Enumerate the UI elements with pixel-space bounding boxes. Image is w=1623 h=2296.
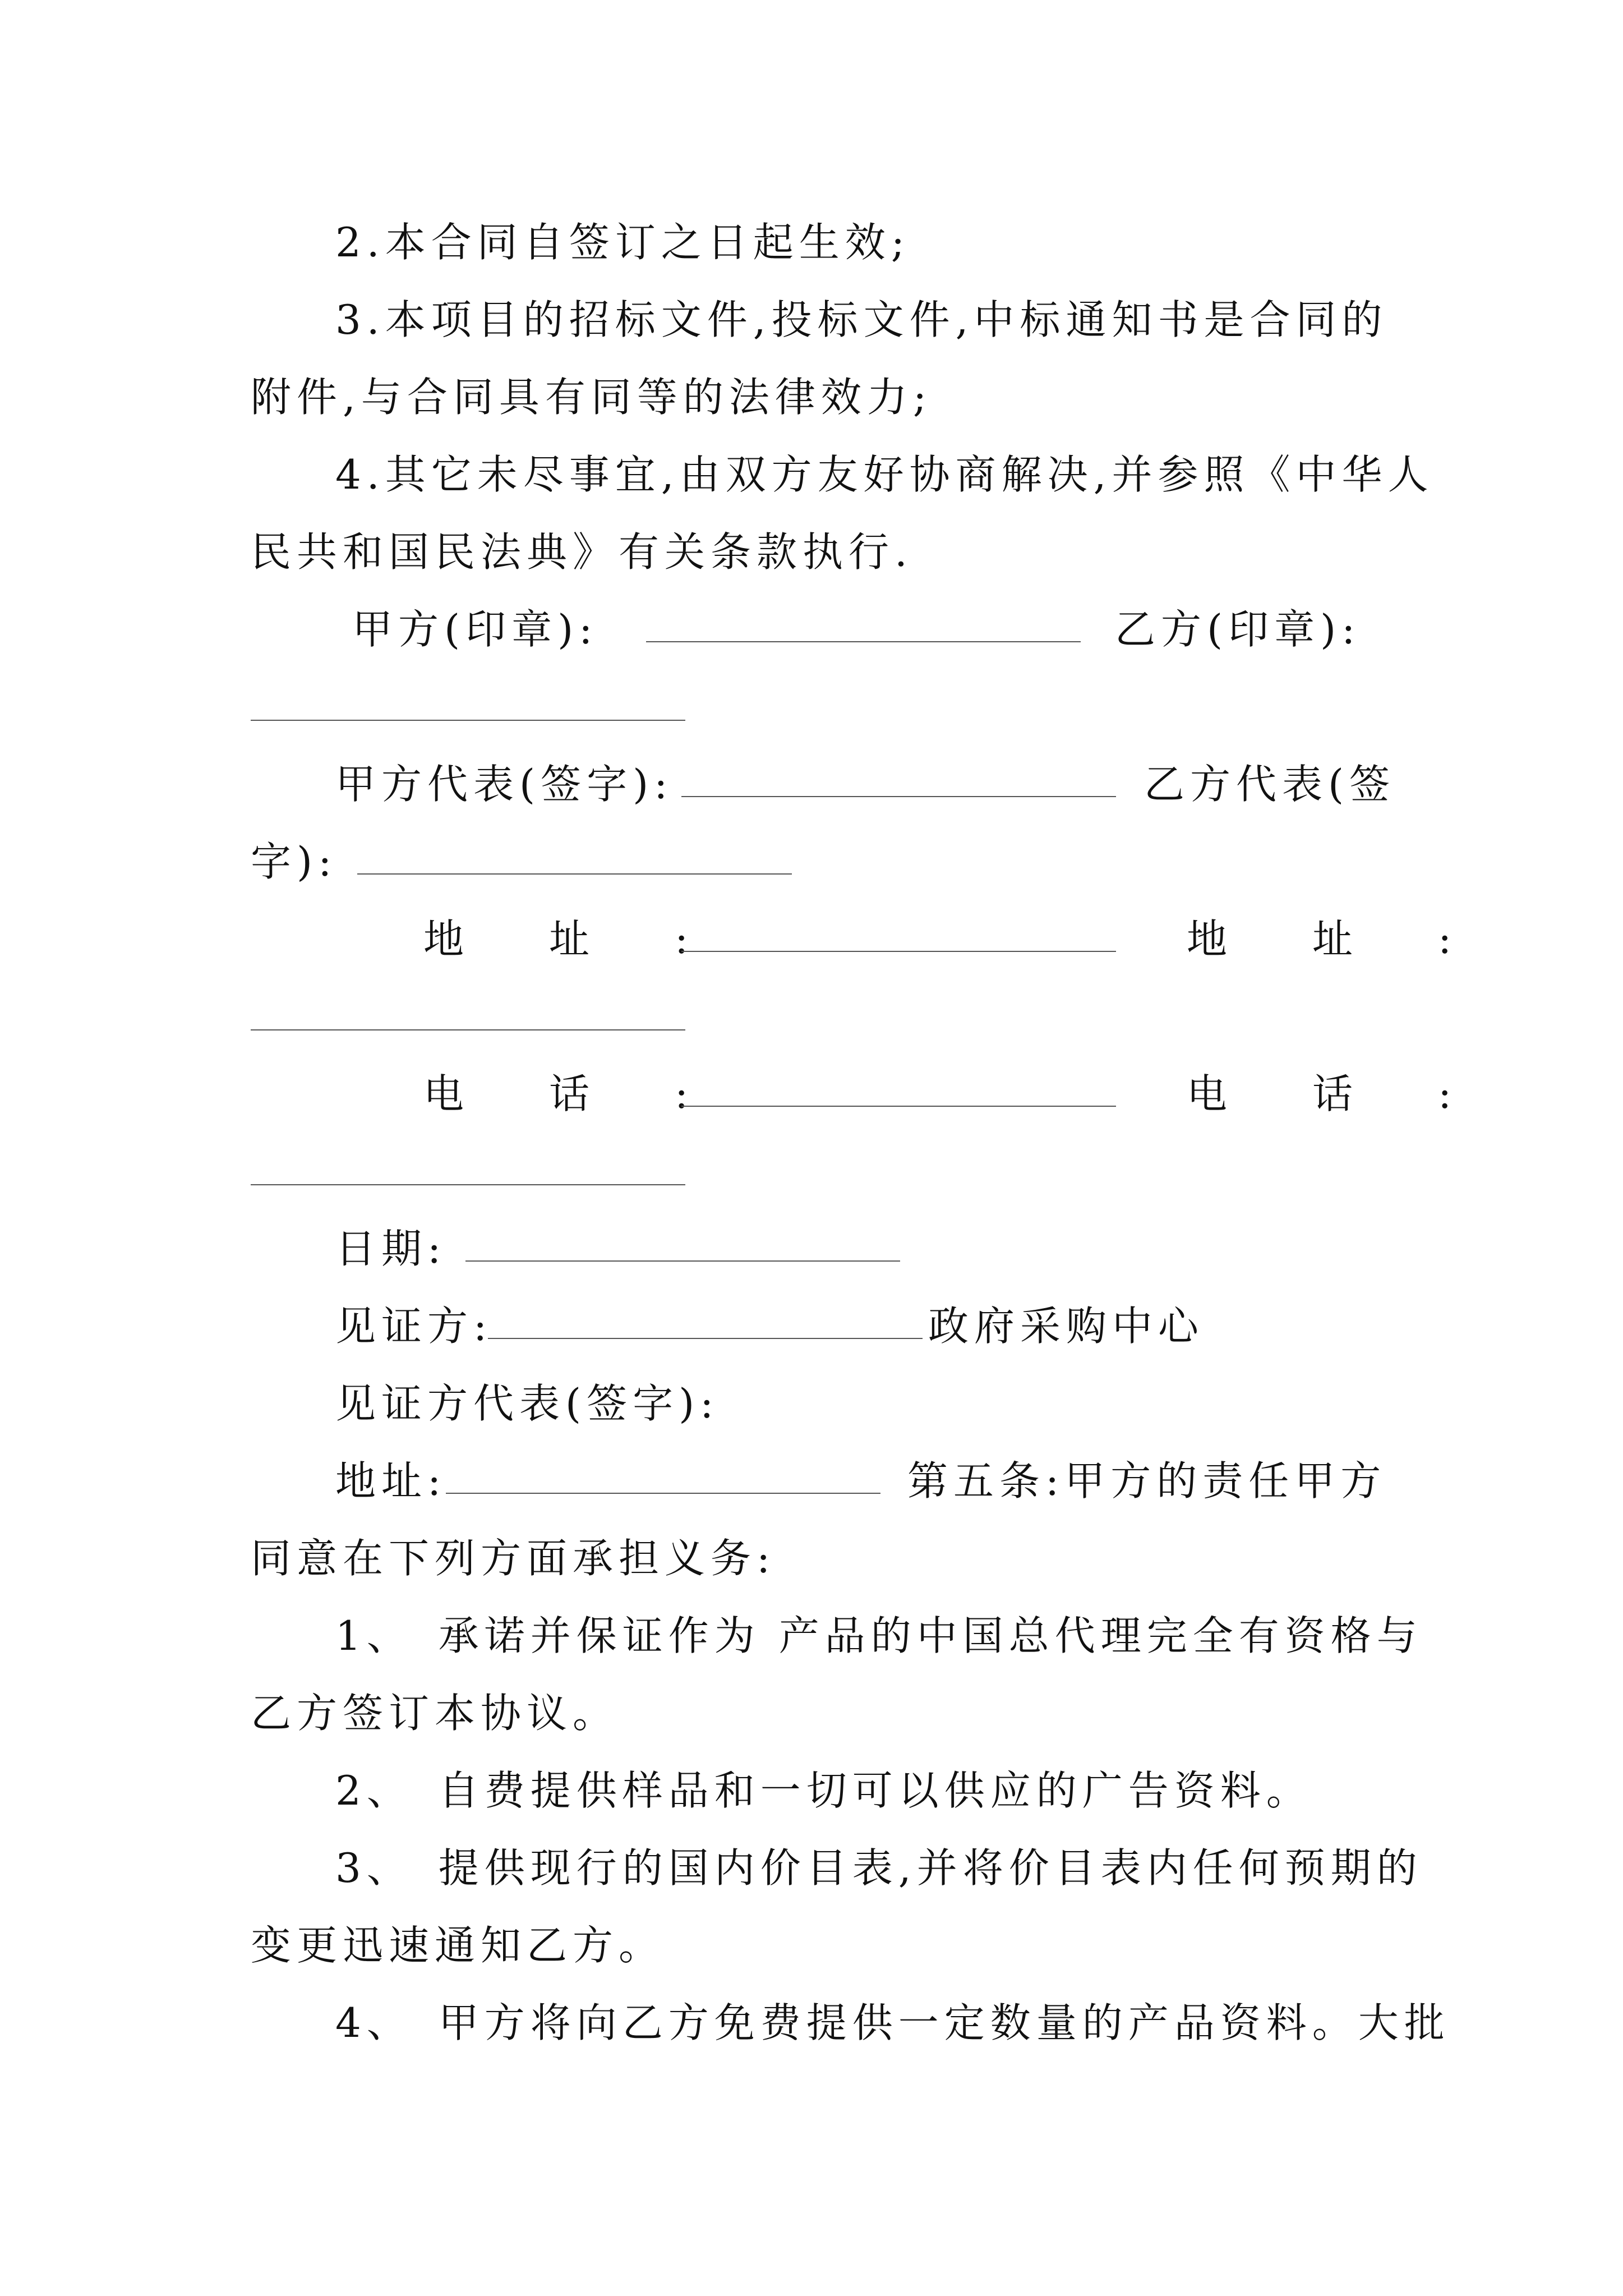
witness-organization: 政府采购中心 [928,1303,1205,1350]
article-5-intro: 同意在下列方面承担义务: [251,1535,776,1582]
phone-a-label: 电 话 : [423,1070,711,1117]
party-a-rep-blank [681,796,1116,797]
witness-rep-label: 见证方代表(签字): [335,1380,720,1427]
witness-address-blank [446,1493,880,1494]
article-5-item-2: 2、 自费提供样品和一切可以供应的广告资料。 [335,1767,1312,1814]
article-5-item-1-line-2: 乙方签订本协议。 [251,1690,619,1737]
party-a-seal-label: 甲方(印章): [352,606,598,653]
article-5-item-1-line-1: 1、 承诺并保证作为 产品的中国总代理完全有资格与 [335,1612,1423,1659]
party-a-rep-label: 甲方代表(签字): [335,761,674,808]
article-5-item-3-line-2: 变更迅速通知乙方。 [251,1922,665,1969]
phone-a-blank [681,1106,1116,1107]
address-b-label: 地 址 : [1187,915,1474,963]
clause-3-line-2: 附件,与合同具有同等的法律效力; [251,374,933,421]
party-b-seal-blank [251,720,685,721]
clause-4-line-1: 4.其它未尽事宜,由双方友好协商解决,并参照《中华人 [335,451,1434,498]
address-b-blank [251,1029,685,1030]
date-label: 日期: [335,1225,447,1272]
party-b-rep-blank [357,873,792,875]
phone-b-label: 电 话 : [1187,1070,1474,1117]
witness-blank [488,1338,923,1339]
clause-3-line-1: 3.本项目的招标文件,投标文件,中标通知书是合同的 [335,296,1388,343]
date-blank [465,1260,900,1262]
address-a-blank [681,951,1116,952]
clause-4-line-2: 民共和国民法典》有关条款执行. [251,528,913,576]
party-b-rep-label-part-1: 乙方代表(签 [1144,761,1396,808]
party-b-seal-label: 乙方(印章): [1115,606,1361,653]
party-a-seal-blank [646,641,1081,642]
article-5-heading: 第五条:甲方的责任甲方 [907,1457,1387,1504]
witness-address-label: 地址: [335,1457,447,1504]
party-b-rep-label-part-2: 字): [251,838,338,885]
witness-label: 见证方: [335,1303,493,1350]
article-5-item-4-line-1: 4、 甲方将向乙方免费提供一定数量的产品资料。大批 [335,1999,1450,2046]
article-5-item-3-line-1: 3、 提供现行的国内价目表,并将价目表内任何预期的 [335,1844,1423,1892]
phone-b-blank [251,1184,685,1185]
address-a-label: 地 址 : [423,915,711,963]
clause-2: 2.本合同自签订之日起生效; [335,219,910,266]
